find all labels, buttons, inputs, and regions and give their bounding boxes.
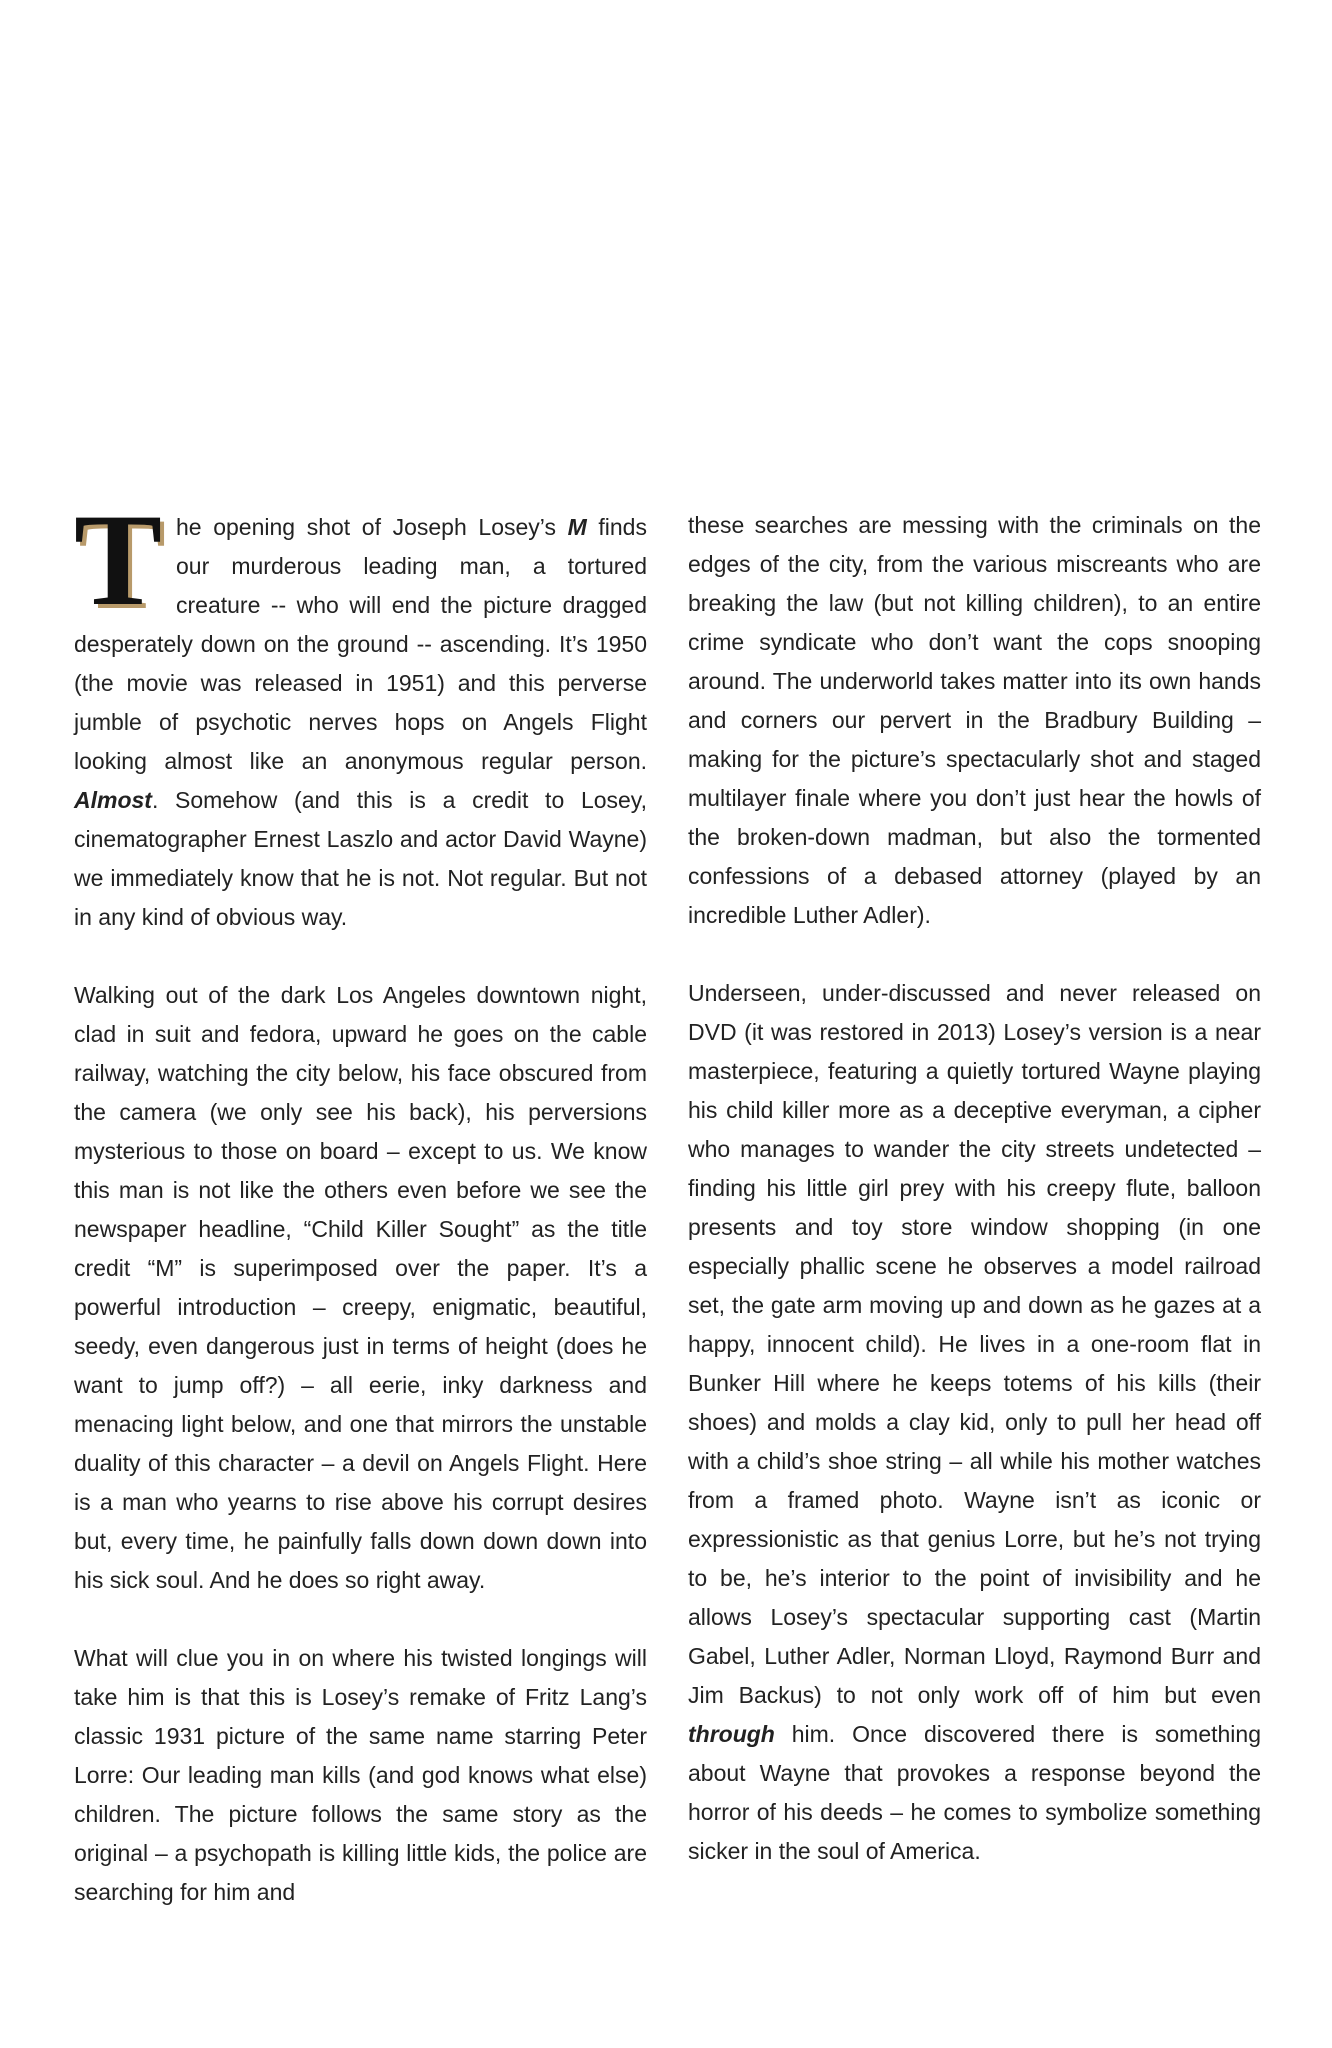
film-title-m: M (567, 514, 587, 540)
emphasis-through: through (688, 1721, 775, 1747)
paragraph-twisted-longings: What will clue you in on where his twisted longings will take him is that this is Losey’s remake of Fritz Lang’s classic 1931 picture of the same name starring Peter Lorre: Our leading man kills (and god knows what else) children. The picture follows the same story as the original – a psychopath is killing little kids, the police are searching for him and (74, 1645, 647, 1905)
left-column (74, 486, 647, 1912)
intro-text-c: . Somehow (and this is a credit to Losey, cinematographer Ernest Laszlo and actor David Wayne) we immediately know that he is not. Not regular. But not in any kind of obvious way. (74, 787, 647, 930)
intro-paragraph (74, 486, 647, 937)
paragraph-underseen (688, 974, 1261, 1871)
paragraph-walking-out: Walking out of the dark Los Angeles downtown night, clad in suit and fedora, upward he goes on the cable railway, watching the city below, his face obscured from the camera (we only see his back), his perversions mysterious to those on board – except to us. We know this man is not like the others even before we see the newspaper headline, “Child Killer Sought” as the title credit “M” is superimposed over the paper. It’s a powerful introduction – creepy, enigmatic, beautiful, seedy, even dangerous just in terms of height (does he want to jump off?) – all eerie, inky darkness and menacing light below, and one that mirrors the unstable duality of this character – a devil on Angels Flight. Here is a man who yearns to rise above his corrupt desires but, every time, he painfully falls down down down into his sick soul. And he does so right away. (74, 982, 647, 1593)
drop-cap-letter: T (74, 486, 163, 633)
paragraph-searches: these searches are messing with the criminals on the edges of the city, from the various miscreants who are breaking the law (but not killing children), to an entire crime syndicate who don’t want the cops snooping around. The underworld takes matter into its own hands and corners our pervert in the Bradbury Building – making for the picture’s spectacularly shot and staged multilayer finale where you don’t just hear the howls of the broken-down madman, but also the tormented confessions of a debased attorney (played by an incredible Luther Adler). (688, 512, 1261, 928)
underseen-text-b: him. Once discovered there is something about Wayne that provokes a response beyond the horror of his deeds – he comes to symbolize something sicker in the soul of America. (688, 1721, 1261, 1864)
drop-cap (74, 486, 163, 633)
intro-text-a: he opening shot of Joseph Losey’s (176, 514, 568, 540)
intro-text-b: finds our murderous leading man, a tortured creature -- who will end the picture dragged desperately down on the ground -- ascending. It’s 1950 (the movie was released in 1951) and this perverse jumble of psychotic nerves hops on Angels Flight looking almost like an anonymous regular person. (74, 514, 647, 774)
emphasis-almost: Almost (74, 787, 152, 813)
right-column (688, 506, 1261, 1871)
underseen-text-a: Underseen, under-discussed and never released on DVD (it was restored in 2013) Losey’s version is a near masterpiece, featuring a quietly tortured Wayne playing his child killer more as a deceptive everyman, a cipher who manages to wander the city streets undetected – finding his little girl prey with his creepy flute, balloon presents and toy store window shopping (in one especially phallic scene he observes a model railroad set, the gate arm moving up and down as he gazes at a happy, innocent child). He lives in a one-room flat in Bunker Hill where he keeps totems of his kills (their shoes) and molds a clay kid, only to pull her head off with a child’s shoe string – all while his mother watches from a framed photo. Wayne isn’t as iconic or expressionistic as that genius Lorre, but he’s not trying to be, he’s interior to the point of invisibility and he allows Losey’s spectacular supporting cast (Martin Gabel, Luther Adler, Norman Lloyd, Raymond Burr and Jim Backus) to not only work off of him but even (688, 980, 1261, 1708)
